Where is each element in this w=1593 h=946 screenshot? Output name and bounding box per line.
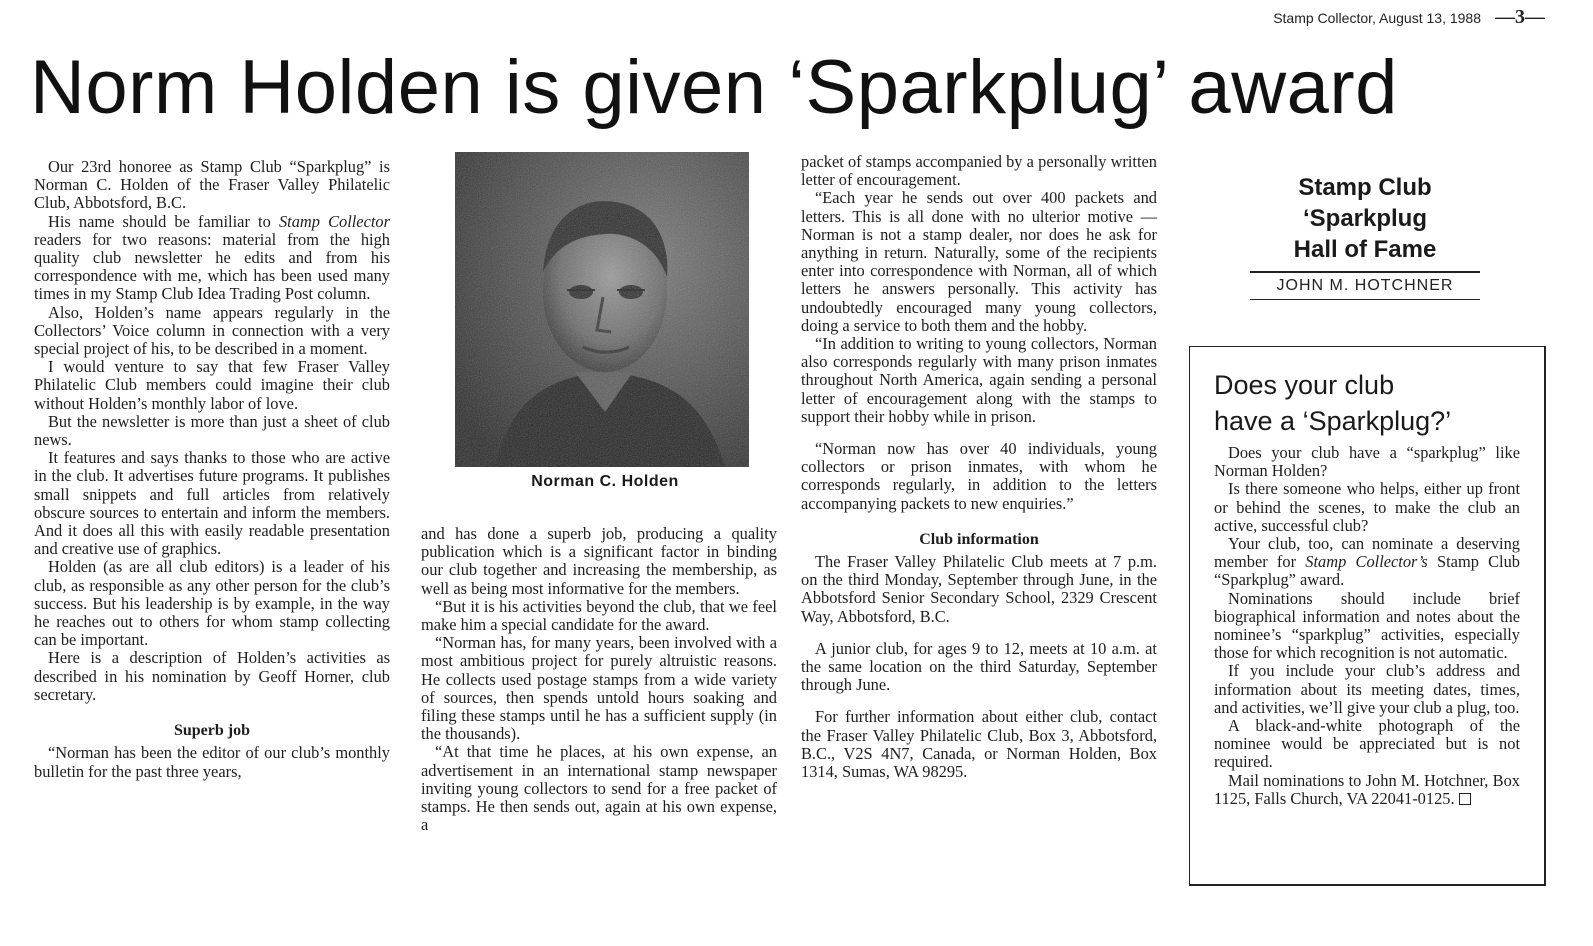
hall-of-fame-logo xyxy=(1250,172,1480,300)
paragraph: Does your club have a “sparkplug” like Norman Holden? xyxy=(1214,443,1520,481)
paragraph: A junior club, for ages 9 to 12, meets at 10 a.m. at the same location on the third Saturday, September through June. xyxy=(801,638,1157,695)
paragraph xyxy=(1214,772,1520,808)
paragraph: Here is a description of Holden’s activities as described in his nomination by Geoff Horner, club secretary. xyxy=(34,648,390,704)
paragraph: and has done a superb job, producing a quality publication which is a significant factor in binding our club together and increasing the membership, as well as being most informative for the members. xyxy=(421,524,777,598)
paragraph: I would venture to say that few Fraser Valley Philatelic Club members could imagine their club without Holden’s monthly labor of love. xyxy=(34,357,390,413)
paragraph: Nominations should include brief biographical information and notes about the nominee’s “sparkplug” activities, especially those for which recognition is not automatic. xyxy=(1214,588,1520,663)
text-run: Stamp Club “Sparkplug” award. xyxy=(1214,552,1521,590)
paragraph: “Norman has been the editor of our club’s monthly bulletin for the past three years, xyxy=(34,743,390,781)
end-mark-box-icon xyxy=(1459,793,1471,805)
article-column-2 xyxy=(421,525,777,834)
text-run: readers for two reasons: material from the high quality club newsletter he edits and from his correspondence with me, which has been used many times in my Stamp Club Idea Trading Post column. xyxy=(34,229,390,304)
paragraph: The Fraser Valley Philatelic Club meets at 7 p.m. on the third Monday, September through June, in the Abbotsford Senior Secondary School, 2329 Crescent Way, Abbotsford, B.C. xyxy=(801,552,1157,626)
paragraph xyxy=(1214,535,1520,590)
paragraph: “Norman has, for many years, been involved with a most ambitious project for purely altruistic reasons. He collects used postage stamps from a wide variety of sources, then spends untold hours soaking and filing these stamps until he has a sufficient supply (in the thousands). xyxy=(421,633,777,744)
page-number: —3— xyxy=(1495,6,1545,28)
subheading-superb-job: Superb job xyxy=(173,722,251,740)
paragraph: But the newsletter is more than just a sheet of club news. xyxy=(34,411,390,450)
paragraph: Is there someone who helps, either up front or behind the scenes, to make the club an active, successful club? xyxy=(1214,479,1520,535)
paragraph: Also, Holden’s name appears regularly in the Collectors’ Voice column in connection with a very special project of his, to be described in a moment. xyxy=(34,302,390,359)
italic-publication-name: Stamp Collector xyxy=(278,211,390,231)
portrait-photo-graphic xyxy=(455,152,749,467)
publication-line: Stamp Collector, August 13, 1988 xyxy=(1273,10,1481,26)
paragraph: “In addition to writing to young collectors, Norman also corresponds regularly with many prison inmates throughout North America, again sending a personal letter of encouragement along with the stamps to support their hobby while in prison. xyxy=(801,334,1157,426)
article-column-3 xyxy=(801,153,1157,781)
italic-publication-name: Stamp Collector’s xyxy=(1305,552,1428,572)
text-run: Mail nominations to John M. Hotchner, Box 1125, Falls Church, VA 22041-0125. xyxy=(1214,770,1520,808)
sidebar-title-line: Does your club xyxy=(1214,370,1395,400)
paragraph: “Each year he sends out over 400 packets and letters. This is all done with no ulterior motive — Norman is not a stamp dealer, nor does he ask for anything in return. Naturally, some of the recipients enter into correspondence with Norman, all of which letters he answers personally. This activity has undoubtedly encouraged many young collectors, doing a service to both them and the hobby. xyxy=(801,188,1157,335)
portrait-photo xyxy=(455,152,749,467)
sidebar-body xyxy=(1214,444,1520,808)
paragraph: packet of stamps accompanied by a personally written letter of encouragement. xyxy=(801,152,1157,190)
paragraph: Our 23rd honoree as Stamp Club “Sparkplug” is Norman C. Holden of the Fraser Valley Philatelic Club, Abbotsford, B.C. xyxy=(34,157,390,213)
column-author: JOHN M. HOTCHNER xyxy=(1276,277,1454,294)
text-run: His name should be familiar to xyxy=(48,211,279,231)
sidebar-title-line: have a ‘Sparkplug?’ xyxy=(1214,406,1452,436)
divider xyxy=(1250,299,1480,300)
hall-of-fame-line: Hall of Fame xyxy=(1293,236,1437,263)
paragraph: “But it is his activities beyond the club, that we feel make him a special candidate for the award. xyxy=(421,596,777,635)
paragraph: “Norman now has over 40 individuals, young collectors or prison inmates, with whom he corresponds regularly, in addition to the letters accompanying packets to new enquiries.” xyxy=(801,439,1157,513)
paragraph: For further information about either club, contact the Fraser Valley Philatelic Club, Box 3, Abbotsford, B.C., V2S 4N7, Canada, or Norman Holden, Box 1314, Sumas, WA 98295. xyxy=(801,707,1157,782)
article-column-1 xyxy=(34,158,390,781)
paragraph: “At that time he places, at his own expense, an advertisement in an international stamp newspaper inviting young collectors to send for a free packet of stamps. He then sends out, again at his own expense, a xyxy=(421,742,777,835)
divider xyxy=(1250,271,1480,273)
hall-of-fame-line: Stamp Club xyxy=(1298,174,1432,201)
headline: Norm Holden is given ‘Sparkplug’ award xyxy=(30,45,1398,130)
subheading-club-information: Club information xyxy=(919,530,1039,548)
sidebar-title xyxy=(1214,367,1451,439)
text-run: Your club, too, can nominate a deserving member for xyxy=(1214,534,1520,572)
paragraph: If you include your club’s address and information about its meeting dates, times, and activities, we’ll give your club a plug, too. xyxy=(1214,661,1520,717)
paragraph: A black-and-white photograph of the nominee would be appreciated but is not required. xyxy=(1214,716,1520,772)
photo-caption: Norman C. Holden xyxy=(531,473,679,490)
paragraph: Holden (as are all club editors) is a leader of his club, as responsible as any other person for the club’s success. But his leadership is by example, in the way he reaches out to others for whom stamp collecting can be important. xyxy=(34,557,390,650)
paragraph: It features and says thanks to those who are active in the club. It advertises future programs. It publishes small snippets and full articles from relatively obscure sources to entertain and inform the members. And it does all this with easily readable presentation and creative use of graphics. xyxy=(34,448,390,559)
page-header xyxy=(1273,6,1545,29)
sidebar-box xyxy=(1189,346,1546,886)
paragraph xyxy=(34,213,390,304)
hall-of-fame-line: ‘Sparkplug xyxy=(1302,205,1428,232)
